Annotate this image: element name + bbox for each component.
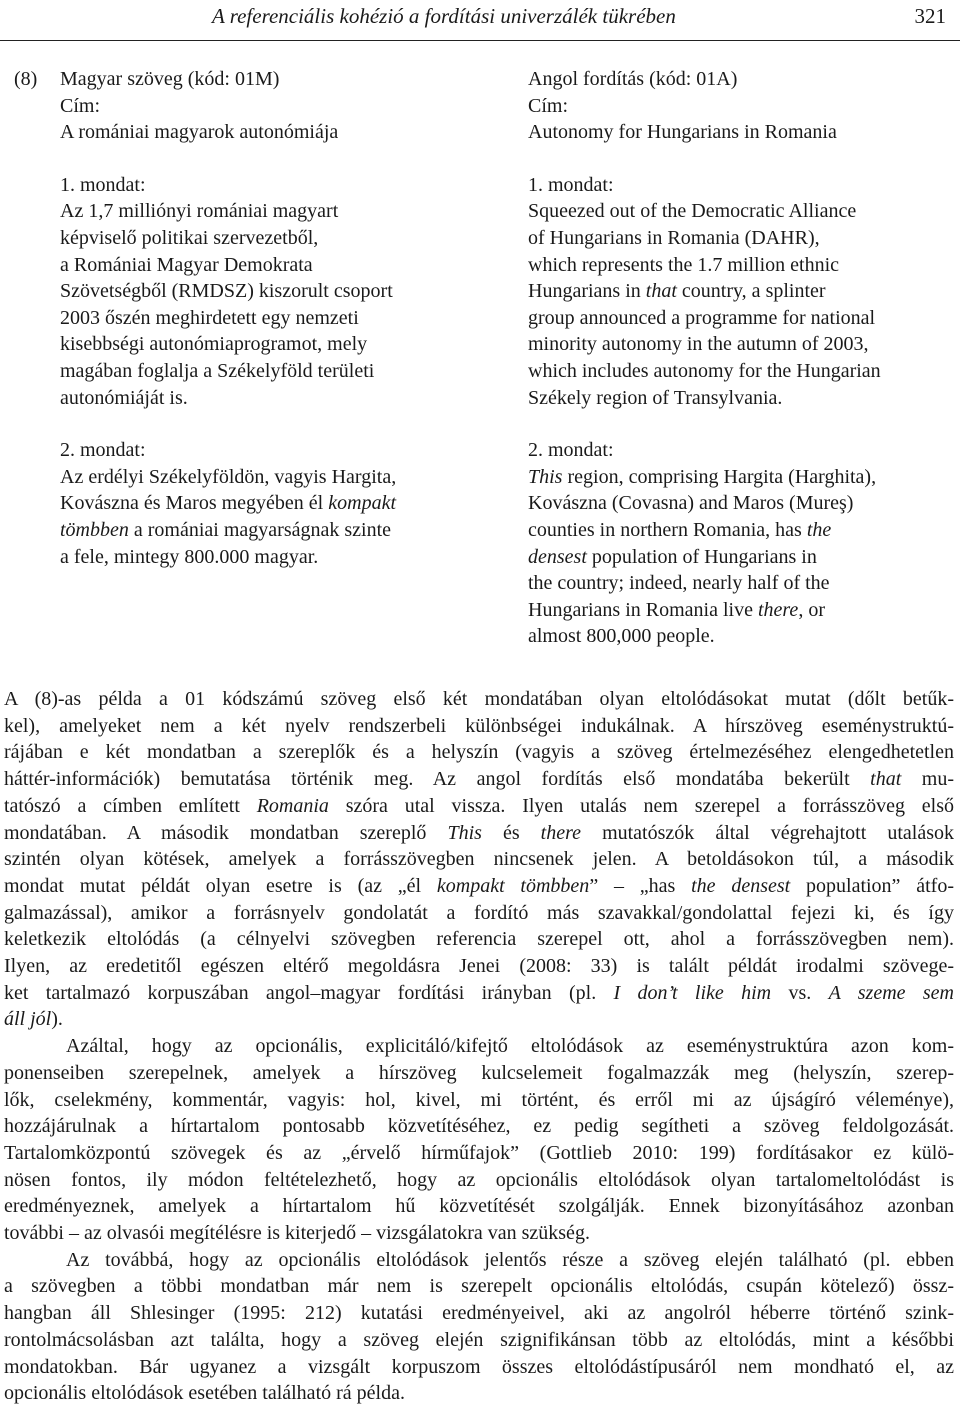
emphasis: that: [870, 768, 902, 791]
example-line: which represents the 1.7 million ethnic: [528, 253, 840, 276]
example-line: group announced a programme for national: [528, 306, 876, 329]
running-header: [0, 0, 960, 41]
body-line: ponenseiben szerepelnek, amelyek a hírszöveg kulcselemeit fogalmazzák meg (helyszín, szerep-: [4, 1061, 954, 1084]
example-line: minority autonomy in the autumn of 2003,: [528, 333, 869, 356]
example-line: magában foglalja a Székelyföld területi: [60, 359, 375, 382]
hungarian-title: A romániai magyarok autonómiája: [60, 121, 339, 144]
emphasis: This: [528, 465, 563, 488]
hungarian-sentence-1-label: 1. mondat:: [60, 173, 146, 196]
hungarian-sentence-2-label: 2. mondat:: [60, 439, 146, 462]
example-line: of Hungarians in Romania (DAHR),: [528, 226, 820, 249]
example-line: Squeezed out of the Democratic Alliance: [528, 200, 857, 223]
body-line: kel), amelyeket nem a két nyelv rendszerbeli különbségei indukálnak. A hírszöveg eseménystruktú-: [4, 714, 954, 737]
english-sentence-1-label: 1. mondat:: [528, 173, 614, 196]
english-heading: Angol fordítás (kód: 01A): [528, 68, 738, 90]
emphasis: the densest: [691, 874, 791, 897]
body-line: lők, cselekmény, kommentár, vagyis: hol, kivel, mi történt, és erről mi az újságíró véleménye),: [4, 1088, 954, 1111]
emphasis: Romania: [256, 794, 329, 817]
example-line: almost 800,000 people.: [528, 625, 715, 648]
body-line: hozzájárulnak a hírtartalom pontosabb közvetítéséhez, ez pedig segítheti a szöveg feldolgozását.: [4, 1115, 954, 1138]
hungarian-heading: Magyar szöveg (kód: 01M): [60, 68, 280, 90]
example-line: Szövetségből (RMDSZ) kiszorult csoport: [60, 280, 393, 303]
body-line: galmazással), amikor a forrásnyelv gondolatát a fordító más szavakkal/gondolattal fejezi ki, és így: [4, 901, 954, 924]
example-line: a fele, mintegy 800.000 magyar.: [60, 545, 319, 568]
body-line: mondatokban. Bár ugyanez a vizsgált korpuszom összes eltolódástípusáról nem mondható el, az: [4, 1355, 954, 1378]
body-line: a szövegben a többi mondatban már nem is szerepelt opcionális eltolódás, csupán kötelező) össz-: [4, 1275, 954, 1298]
english-title: Autonomy for Hungarians in Romania: [528, 121, 837, 144]
emphasis: kompakt tömbben: [436, 874, 590, 897]
body-line: rájában e két mondatban a szereplők és a helyszín (vagyis a szöveg értelmezéséhez elengedhetetlen: [4, 741, 954, 764]
english-sentence-2: [528, 464, 948, 650]
example-line: 2003 őszén meghirdetett egy nemzeti: [60, 306, 359, 329]
body-line: mondatában. A második mondatban szereplő This és there mutatószók által végrehajtott utalások: [4, 821, 954, 844]
body-line: nösen fontos, ily módon feltételezhető, hogy az opcionális eltolódások olyan tartalomeltolódást is: [4, 1168, 954, 1191]
emphasis: that: [645, 280, 677, 303]
body-line: Tartalomközpontú szövegek és az „érvelő hírműfajok” (Gottlieb 2010: 199) fordításakor ez külö-: [4, 1141, 954, 1164]
body-line: hangban áll Shlesinger (1995: 212) kutatási eredményeivel, aki az angolról héberre történő szink-: [4, 1302, 954, 1325]
emphasis: there: [757, 598, 799, 621]
body-line: eredményeznek, amelyek a hírtartalom hű közvetítését szolgálják. Ennek bizonyításához azonban: [4, 1195, 954, 1218]
paragraph-2: [4, 1033, 954, 1247]
example-line: which includes autonomy for the Hungarian: [528, 359, 881, 382]
emphasis: A szeme sem: [828, 981, 954, 1004]
body-text: [4, 686, 954, 1407]
emphasis: kompakt: [328, 492, 397, 515]
english-translation-column: [528, 66, 948, 650]
example-line: autonómiáját is.: [60, 386, 188, 409]
body-line: A (8)-as példa a 01 kódszámú szöveg első két mondatában olyan eltolódásokat mutat (dőlt betűk-: [4, 688, 954, 710]
english-sentence-2-label: 2. mondat:: [528, 439, 614, 462]
emphasis: the: [806, 518, 832, 541]
body-line: mondat mutat példát olyan esetre is (az „él kompakt tömbben” – „has the densest population” átfo-: [4, 874, 954, 897]
emphasis: áll jól: [4, 1008, 52, 1031]
body-line: szintén olyan kötések, amelyek a forrásszövegben nincsenek jelen. A betoldásokon túl, a második: [4, 848, 954, 871]
example-line: Az erdélyi Székelyföldön, vagyis Hargita,: [60, 465, 397, 488]
example-label: (8): [14, 68, 38, 90]
hungarian-sentence-2: [60, 464, 480, 570]
body-line: opcionális eltolódások esetében található rá példa.: [4, 1382, 405, 1405]
english-title-label: Cím:: [528, 94, 569, 117]
example-line: Kovászna (Covasna) and Maros (Mureş): [528, 492, 854, 515]
example-line: counties in northern Romania, has the: [528, 518, 832, 541]
example-line: tömbben a romániai magyarságnak szinte: [60, 518, 392, 541]
body-line: ket tartalmazó korpuszában angol–magyar fordítási irányban (pl. I don’t like him vs. A szeme sem: [4, 981, 954, 1004]
example-line: kisebbségi autonómiaprogramot, mely: [60, 333, 368, 356]
example-line: densest population of Hungarians in: [528, 545, 817, 568]
example-line: Hungarians in Romania live there, or: [528, 598, 825, 621]
emphasis: tömbben: [60, 518, 129, 541]
emphasis: densest: [528, 545, 587, 568]
example-line: a Romániai Magyar Demokrata: [60, 253, 313, 276]
example-line: Székely region of Transylvania.: [528, 386, 783, 409]
example-line: This region, comprising Hargita (Harghita),: [528, 465, 877, 488]
body-line: keletkezik eltolódás (a célnyelvi szövegben referencia szerepel ott, ahol a forrásszövegben nem).: [4, 928, 954, 951]
example-line: Az 1,7 milliónyi romániai magyart: [60, 200, 339, 223]
example-line: Hungarians in that country, a splinter: [528, 280, 826, 303]
paragraph-3: [4, 1247, 954, 1407]
example-line: képviselő politikai szervezetből,: [60, 226, 319, 249]
running-title: A referenciális kohézió a fordítási univerzálék tükrében: [212, 4, 676, 28]
body-line: Az továbbá, hogy az opcionális eltolódások jelentős része a szöveg elején található (pl. ebben: [66, 1248, 954, 1271]
body-line: rontolmácsolásban azt találta, hogy a szöveg elején szignifikánsan több az eltolódás, mint a későbbi: [4, 1328, 954, 1351]
example-line: Kovászna és Maros megyében él kompakt: [60, 492, 397, 515]
body-line: háttér-információk) bemutatása történik meg. Az angol fordítás első mondatába bekerült that mu-: [4, 768, 954, 791]
body-line: áll jól).: [4, 1008, 63, 1031]
body-line: további – az olvasói megítélésre is kiterjedő – vizsgálatokra van szükség.: [4, 1222, 590, 1245]
body-line: tatószó a címben említett Romania szóra utal vissza. Ilyen utalás nem szerepel a forrásszöveg első: [4, 794, 954, 817]
body-line: Ilyen, az eredetitől egészen eltérő megoldásra Jenei (2008: 33) is talált példát irodalmi szövege-: [4, 955, 954, 978]
hungarian-sentence-1: [60, 198, 480, 411]
emphasis: This: [447, 821, 482, 844]
emphasis: I don’t like him: [613, 981, 772, 1004]
english-sentence-1: [528, 198, 948, 411]
hungarian-title-label: Cím:: [60, 94, 101, 117]
hungarian-source-column: [60, 66, 480, 570]
paragraph-1: [4, 686, 954, 1033]
example-line: the country; indeed, nearly half of the: [528, 572, 830, 595]
page-number: 321: [914, 4, 946, 28]
body-line: Azáltal, hogy az opcionális, explicitáló/kifejtő eltolódások az eseménystruktúra azon kom-: [66, 1035, 954, 1058]
emphasis: there: [540, 821, 582, 844]
